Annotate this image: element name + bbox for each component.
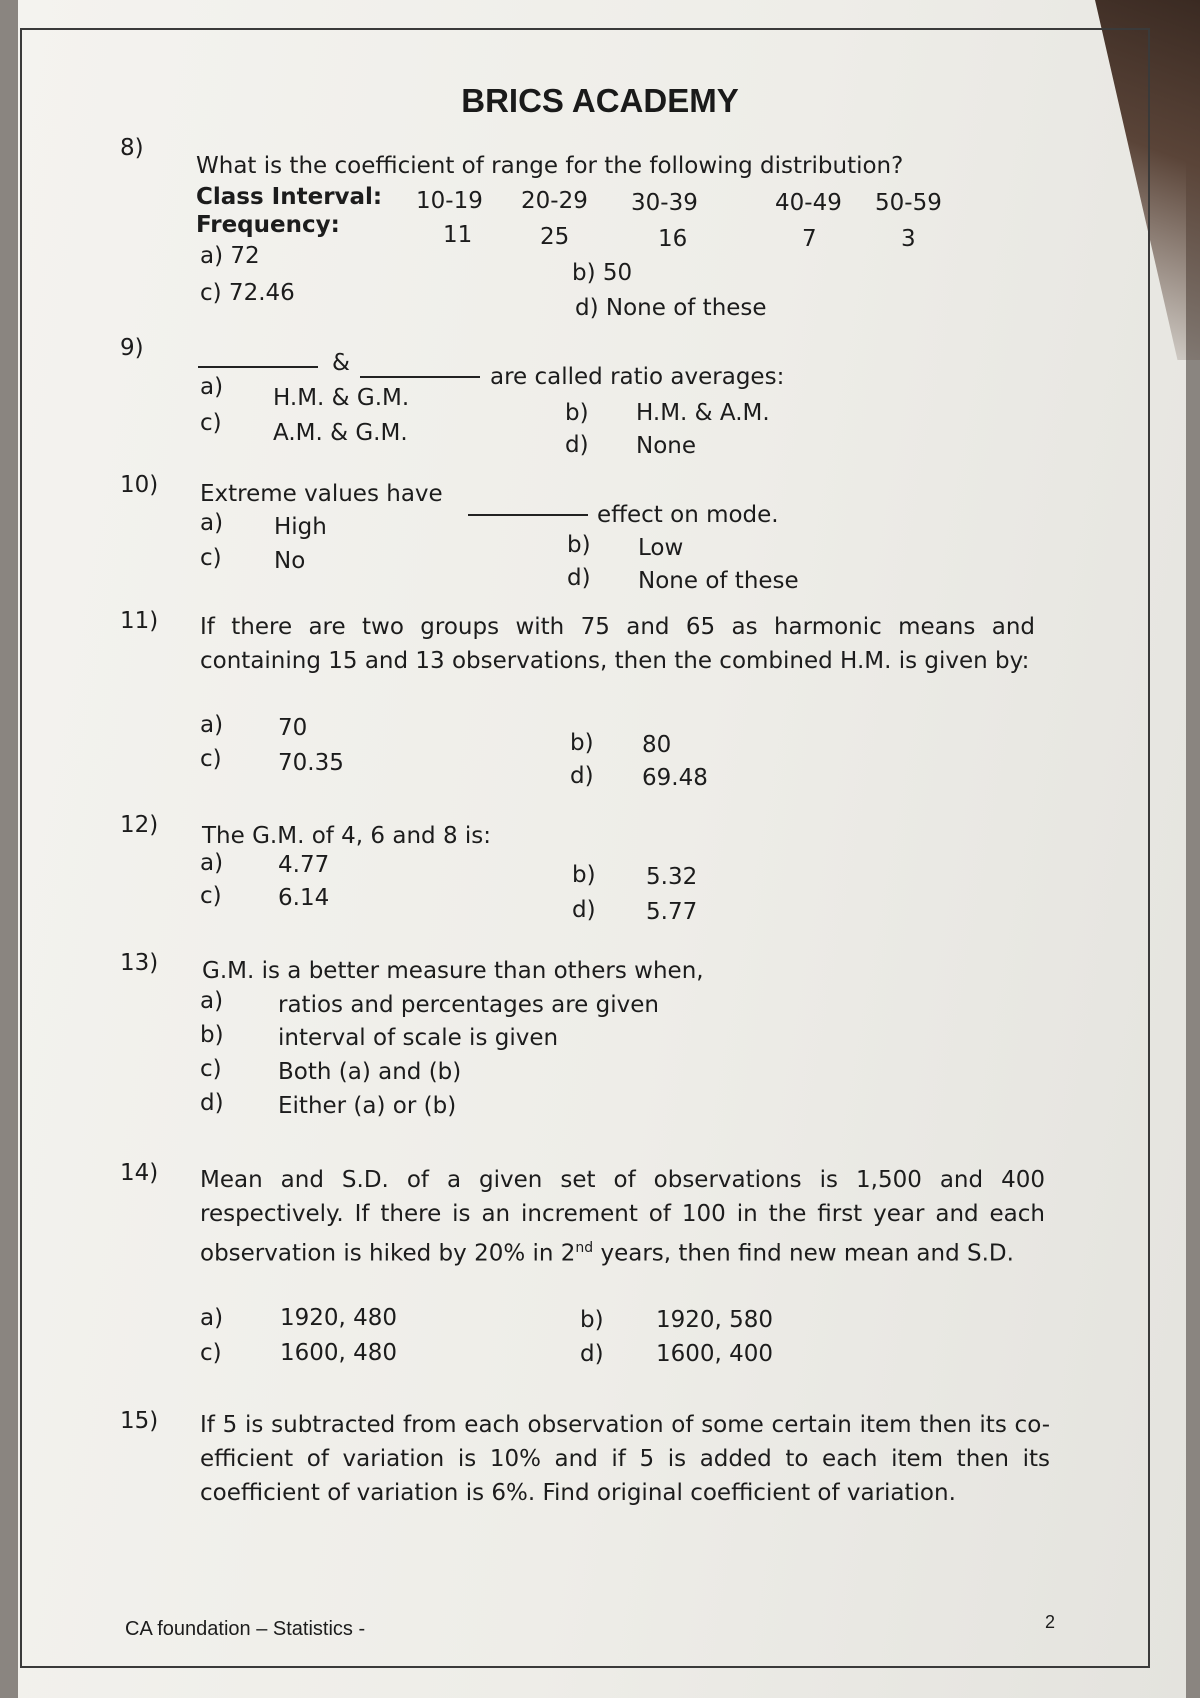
q14-text (200, 1163, 1045, 1271)
q13-label-c: c) (200, 1056, 222, 1082)
q8-class-1: 10-19 (416, 188, 483, 214)
q9-ampersand: & (332, 350, 350, 376)
q11-label-c: c) (200, 746, 222, 772)
q11-option-c: 70.35 (278, 750, 344, 776)
q8-freq-3: 16 (658, 226, 688, 252)
q13-option-c: Both (a) and (b) (278, 1059, 462, 1085)
q9-text: are called ratio averages: (490, 364, 785, 390)
q14-option-b: 1920, 580 (656, 1307, 774, 1333)
q13-option-d: Either (a) or (b) (278, 1093, 457, 1119)
q10-blank (468, 496, 588, 516)
q12-option-c: 6.14 (278, 885, 330, 911)
q15-number: 15) (120, 1408, 159, 1434)
q10-option-d: None of these (638, 568, 799, 594)
q13-text: G.M. is a better measure than others when, (202, 958, 704, 984)
q8-number: 8) (120, 135, 144, 161)
q8-freq-5: 3 (901, 226, 916, 252)
q11-option-b: 80 (642, 732, 672, 758)
q14-label-c: c) (200, 1340, 222, 1366)
q9-option-c: A.M. & G.M. (273, 420, 408, 446)
q8-class-3: 30-39 (631, 190, 698, 216)
q13-option-b: interval of scale is given (278, 1025, 559, 1051)
q8-class-4: 40-49 (775, 190, 842, 216)
q12-option-a: 4.77 (278, 852, 330, 878)
q12-label-d: d) (572, 897, 596, 923)
q8-option-a: a) 72 (200, 243, 260, 269)
q11-label-b: b) (570, 730, 594, 756)
q9-blank-2 (360, 358, 480, 378)
q9-label-c: c) (200, 410, 222, 436)
q13-number: 13) (120, 950, 159, 976)
q11-option-a: 70 (278, 715, 308, 741)
q12-option-b: 5.32 (646, 864, 698, 890)
q10-option-a: High (274, 514, 327, 540)
q11-label-d: d) (570, 763, 594, 789)
q12-label-b: b) (572, 862, 596, 888)
q12-label-a: a) (200, 850, 224, 876)
q12-label-c: c) (200, 883, 222, 909)
q11-option-d: 69.48 (642, 765, 708, 791)
q11-number: 11) (120, 608, 159, 634)
q8-option-d: d) None of these (575, 295, 767, 321)
q9-option-d: None (636, 433, 697, 459)
q10-label-b: b) (567, 532, 591, 558)
q14-label-d: d) (580, 1341, 604, 1367)
q10-label-a: a) (200, 510, 224, 536)
q14-label-b: b) (580, 1307, 604, 1333)
q9-label-d: d) (565, 432, 589, 458)
footer-text: CA foundation – Statistics - (125, 1618, 366, 1640)
q9-number: 9) (120, 335, 144, 361)
q14-text-part2: years, then find new mean and S.D. (593, 1240, 1014, 1267)
q10-label-c: c) (200, 545, 222, 571)
q12-text: The G.M. of 4, 6 and 8 is: (202, 823, 492, 849)
q12-number: 12) (120, 812, 159, 838)
q8-class-label: Class Interval: (196, 184, 383, 210)
q8-option-b: b) 50 (572, 260, 633, 286)
q15-text: If 5 is subtracted from each observation of some certain item then its co-efficient of variation is 10% and if 5 is added to each item then its coefficient of variation is 6%. Find original coefficient of variation. (200, 1412, 1050, 1506)
q12-option-d: 5.77 (646, 899, 698, 925)
q14-option-c: 1600, 480 (280, 1340, 398, 1366)
q9-label-b: b) (565, 400, 589, 426)
q13-option-a: ratios and percentages are given (278, 992, 659, 1018)
q10-text-2: effect on mode. (597, 502, 779, 528)
page-title: BRICS ACADEMY (461, 82, 739, 119)
q14-option-d: 1600, 400 (656, 1341, 774, 1367)
q10-number: 10) (120, 472, 159, 498)
q14-number: 14) (120, 1160, 159, 1186)
q9-blank-1 (198, 348, 318, 368)
q8-freq-4: 7 (802, 226, 817, 252)
q10-label-d: d) (567, 565, 591, 591)
q14-text-part1: Mean and S.D. of a given set of observations is 1,500 and 400 respectively. If there is an increment of 100 in the first year and each observation is hiked by 20% in 2 (200, 1167, 1045, 1267)
q8-freq-1: 11 (443, 222, 473, 248)
q10-option-b: Low (638, 535, 684, 561)
q9-option-b: H.M. & A.M. (636, 400, 770, 426)
q8-option-c: c) 72.46 (200, 280, 295, 306)
q14-label-a: a) (200, 1305, 224, 1331)
page-number: 2 (1045, 1612, 1056, 1632)
q10-text-1: Extreme values have (200, 481, 443, 507)
q8-freq-label: Frequency: (196, 212, 340, 238)
q14-option-a: 1920, 480 (280, 1305, 398, 1331)
q11-label-a: a) (200, 712, 224, 738)
q13-label-a: a) (200, 988, 224, 1014)
q11-text: If there are two groups with 75 and 65 as harmonic means and containing 15 and 13 observations, then the combined H.M. is given by: (200, 614, 1035, 674)
q13-label-d: d) (200, 1090, 224, 1116)
q10-option-c: No (274, 548, 306, 574)
q8-text: What is the coefficient of range for the following distribution? (196, 153, 904, 179)
q14-superscript: nd (575, 1240, 594, 1256)
q8-freq-2: 25 (540, 224, 570, 250)
q8-class-5: 50-59 (875, 190, 942, 216)
q9-label-a: a) (200, 374, 224, 400)
q8-class-2: 20-29 (521, 188, 588, 214)
q13-label-b: b) (200, 1022, 224, 1048)
q9-option-a: H.M. & G.M. (273, 385, 410, 411)
